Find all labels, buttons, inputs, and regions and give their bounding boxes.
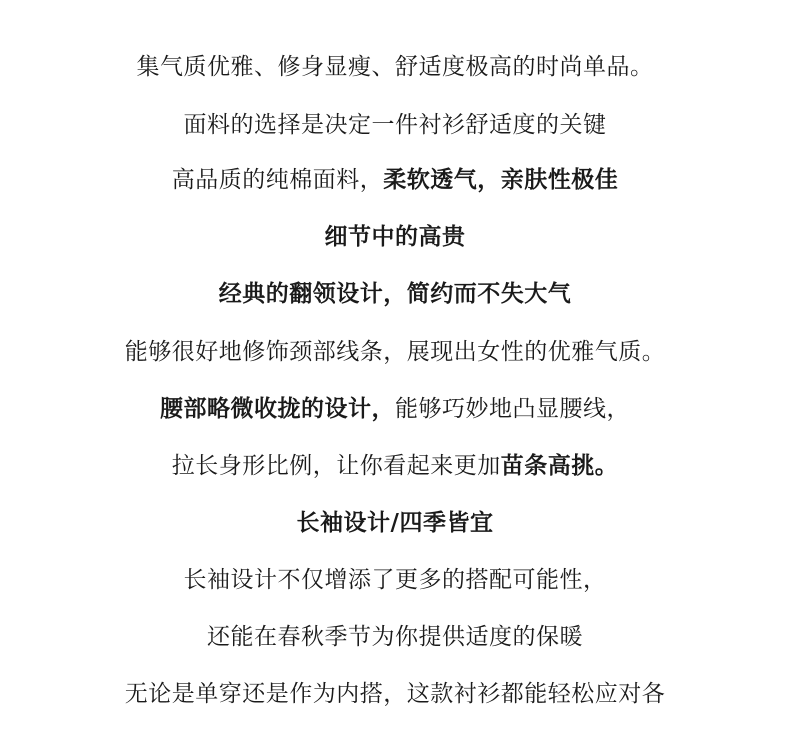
bold-text-segment: 柔软透气，亲肤性极佳 bbox=[383, 167, 619, 193]
text-line-7 bbox=[0, 394, 790, 424]
text-segment: 还能在春秋季节为你提供适度的保暖 bbox=[207, 624, 583, 650]
bold-text-segment: 长袖设计/四季皆宜 bbox=[296, 510, 494, 536]
text-line-11 bbox=[0, 622, 790, 652]
text-segment: 无论是单穿还是作为内搭，这款衬衫都能轻松应对各 bbox=[124, 681, 666, 707]
text-segment: 能够巧妙地凸显腰线， bbox=[395, 396, 630, 422]
text-line-8 bbox=[0, 451, 790, 481]
text-line-2 bbox=[0, 110, 790, 140]
text-segment: 长袖设计不仅增添了更多的搭配可能性， bbox=[183, 567, 607, 593]
bold-text-segment: 细节中的高贵 bbox=[324, 224, 466, 250]
text-segment: 高品质的纯棉面料， bbox=[171, 167, 384, 193]
text-segment: 集气质优雅、修身显瘦、舒适度极高的时尚单品。 bbox=[136, 54, 654, 80]
bold-text-segment: 腰部略微收拢的设计， bbox=[160, 396, 395, 422]
text-segment: 能够很好地修饰颈部线条，展现出女性的优雅气质。 bbox=[124, 339, 666, 365]
text-segment: 拉长身形比例，让你看起来更加 bbox=[171, 453, 501, 479]
text-line-1 bbox=[0, 52, 790, 82]
section-heading-details bbox=[0, 222, 790, 252]
text-line-5 bbox=[0, 279, 790, 309]
text-line-3 bbox=[0, 165, 790, 195]
text-line-10 bbox=[0, 565, 790, 595]
section-heading-sleeves bbox=[0, 508, 790, 538]
text-line-6 bbox=[0, 337, 790, 367]
text-line-12 bbox=[0, 679, 790, 709]
bold-text-segment: 经典的翻领设计，简约而不失大气 bbox=[218, 281, 572, 307]
bold-text-segment: 苗条高挑。 bbox=[500, 453, 619, 479]
text-segment: 面料的选择是决定一件衬衫舒适度的关键 bbox=[183, 112, 607, 138]
